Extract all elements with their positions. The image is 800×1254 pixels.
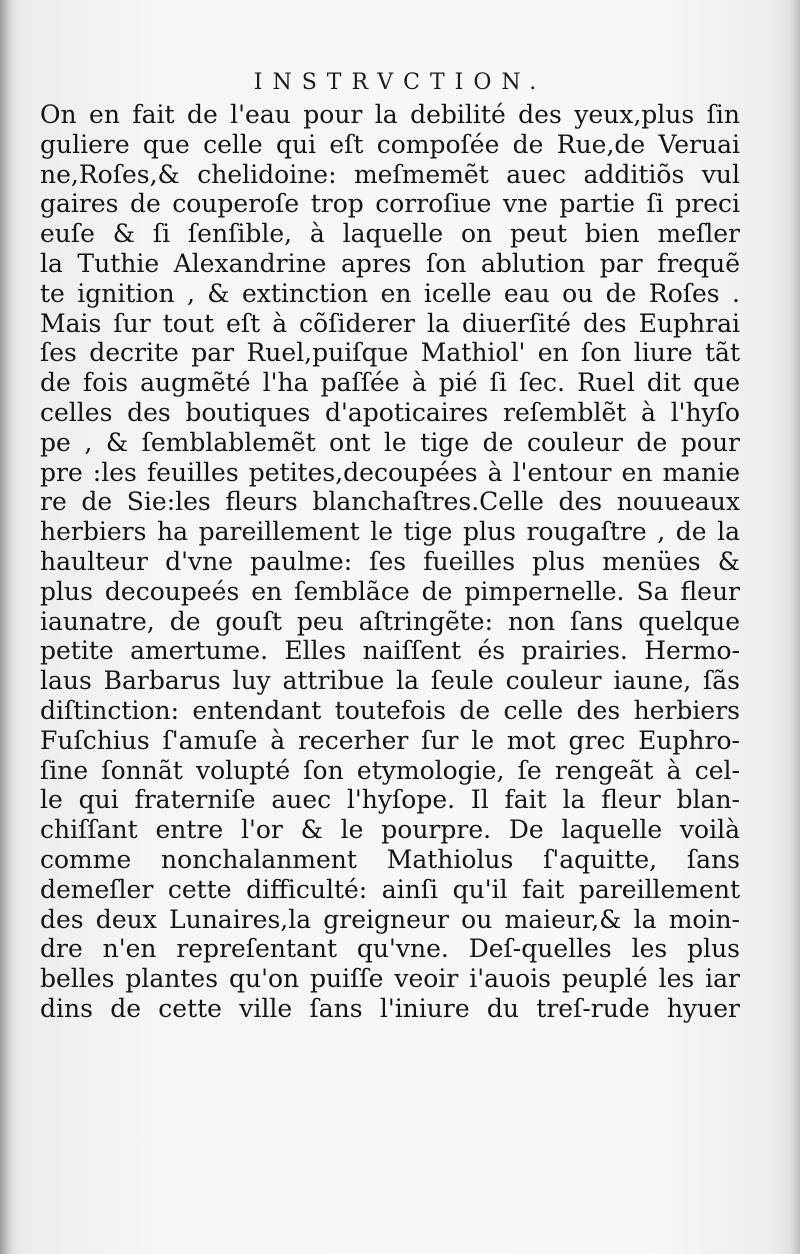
text-line: dre n'en repreſentant qu'vne. Deſ-quelles les plus — [40, 934, 740, 964]
text-line: Mais ſur tout eſt à cõſiderer la diuerſité des Euphrai — [40, 308, 740, 338]
text-line: petite amertume. Elles naiſſent és prairies. Hermo- — [40, 636, 740, 666]
text-line: laus Barbarus luy attribue la ſeule couleur iaune, ſãs — [40, 666, 740, 696]
text-line: ne,Roſes,& chelidoine: meſmemẽt auec additiõs vul — [40, 159, 740, 189]
body-text — [40, 100, 740, 1024]
gutter-shadow — [0, 0, 14, 1254]
running-head: INSTRVCTION. — [253, 70, 547, 95]
text-line: pre :les feuilles petites,decoupées à l'entour en manie — [40, 457, 740, 487]
text-line: euſe & ſi ſenſible, à laquelle on peut bien meſler — [40, 219, 740, 249]
page-edge-shadow — [790, 0, 800, 1254]
text-line: gaires de couperoſe trop corroſiue vne partie ſi preci — [40, 189, 740, 219]
text-line: belles plantes qu'on puiſſe veoir i'auois peuplé les iar — [40, 964, 740, 994]
text-line: guliere que celle qui eſt compoſée de Rue,de Veruai — [40, 129, 740, 159]
text-line: des deux Lunaires,la greigneur ou maieur,& la moin- — [40, 904, 740, 934]
text-line: de fois augmẽté l'ha paſſée à pié ſi ſec. Ruel dit que — [40, 368, 740, 398]
text-line: celles des boutiques d'apoticaires reſemblẽt à l'hyſo — [40, 397, 740, 427]
text-line: dins de cette ville ſans l'iniure du treſ-rude hyuer — [40, 993, 740, 1023]
text-line: te ignition , & extinction en icelle eau ou de Roſes . — [40, 278, 740, 308]
text-line: chiſſant entre l'or & le pourpre. De laquelle voilà — [40, 815, 740, 845]
text-line: herbiers ha pareillement le tige plus rougaſtre , de la — [40, 517, 740, 547]
text-line: iaunatre, de gouſt peu aſtringẽte: non ſans quelque — [40, 606, 740, 636]
text-line: demeſler cette difficulté: ainſi qu'il fait pareillement — [40, 874, 740, 904]
text-line: ſine ſonnãt volupté ſon etymologie, ſe rengeãt à cel- — [40, 755, 740, 785]
text-line: pe , & ſemblablemẽt ont le tige de couleur de pour — [40, 427, 740, 457]
text-line: haulteur d'vne paulme: ſes fueilles plus menües & — [40, 546, 740, 576]
text-line: diſtinction: entendant toutefois de celle des herbiers — [40, 695, 740, 725]
text-line: le qui fraterniſe auec l'hyſope. Il fait la fleur blan- — [40, 785, 740, 815]
text-line: comme nonchalanment Mathiolus ſ'aquitte, ſans — [40, 844, 740, 874]
text-line: la Tuthie Alexandrine apres ſon ablution par frequẽ — [40, 248, 740, 278]
text-line: Fuſchius ſ'amuſe à recerher ſur le mot grec Euphro- — [40, 725, 740, 755]
text-line: On en fait de l'eau pour la debilité des yeux,plus ſin — [40, 100, 740, 129]
text-line: re de Sie:les fleurs blanchaſtres.Celle des nouueaux — [40, 487, 740, 517]
text-line: plus decoupeés en ſemblãce de pimpernelle. Sa fleur — [40, 576, 740, 606]
text-line: ſes decrite par Ruel,puiſque Mathiol' en ſon liure tãt — [40, 338, 740, 368]
